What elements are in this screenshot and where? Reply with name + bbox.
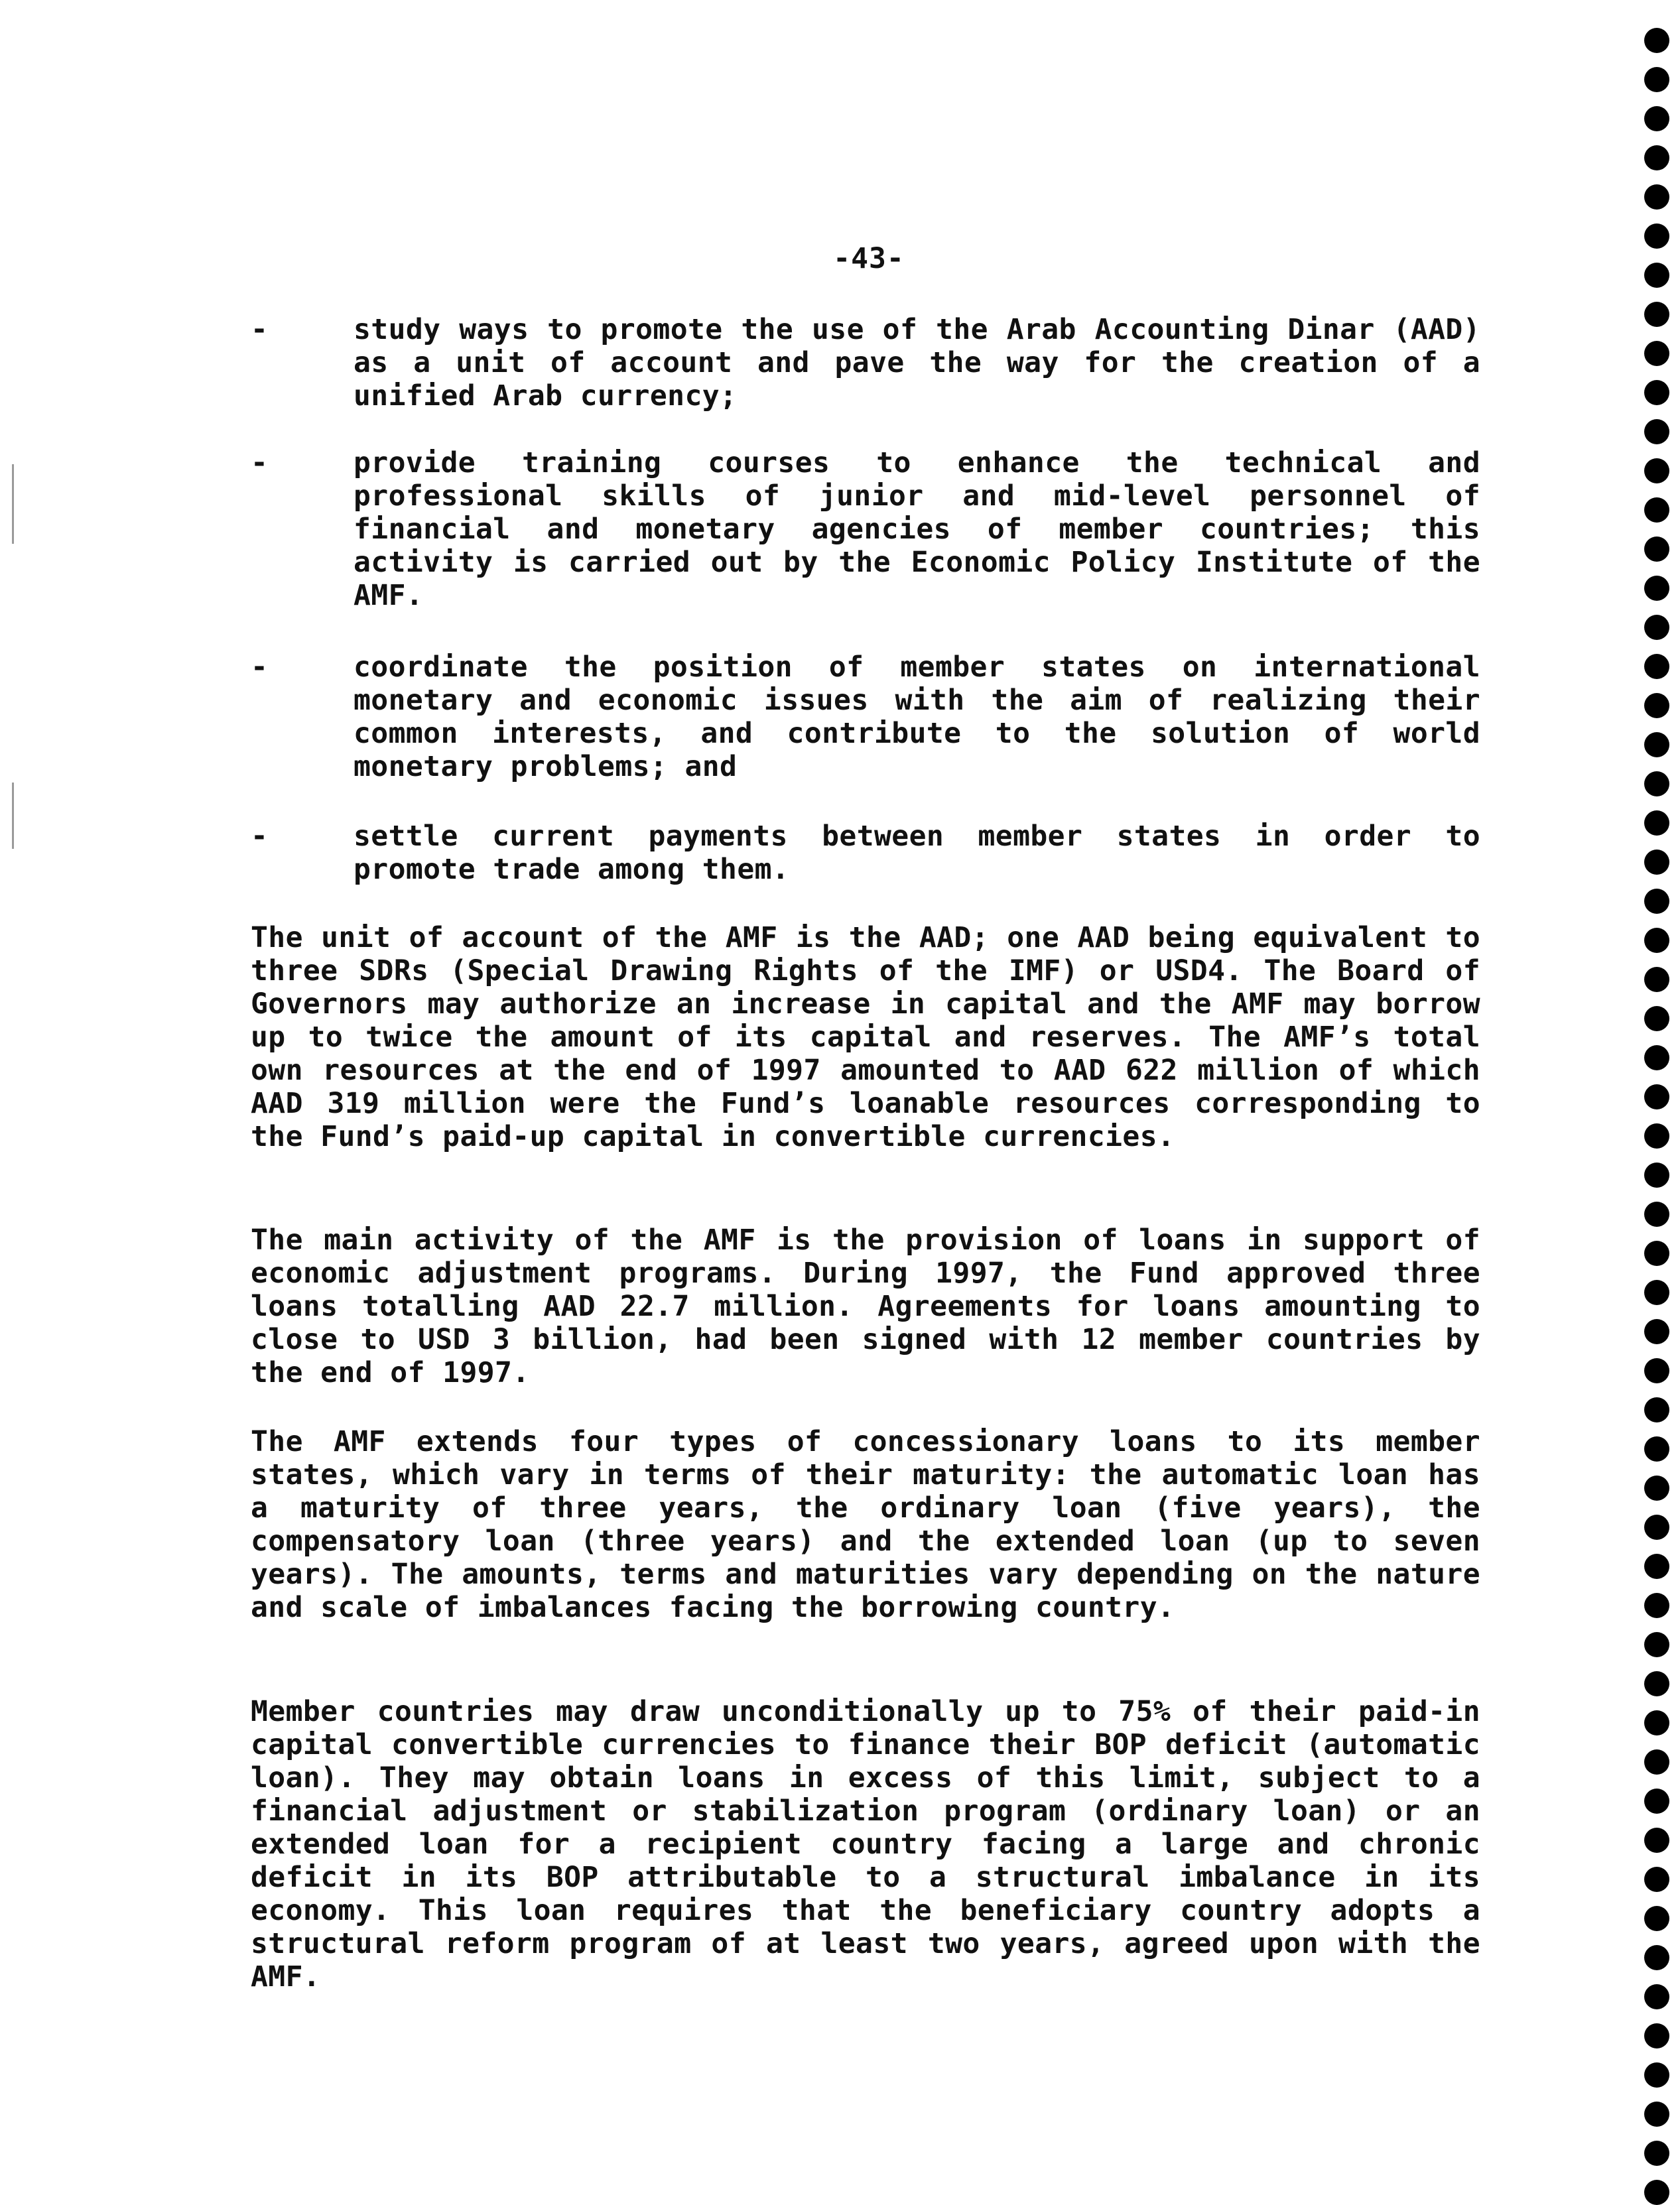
binding-hole <box>1644 693 1669 718</box>
binding-hole <box>1644 1984 1669 2009</box>
binding-hole <box>1644 263 1669 288</box>
bullet-text: coordinate the position of member states on international monetary and economic issues with the aim of realizing their common interests, and contribute to the solution of world monetary problems; and <box>354 651 1480 783</box>
binding-hole <box>1644 497 1669 523</box>
bullet-item <box>251 651 1480 790</box>
binding-hole <box>1644 28 1669 53</box>
binding-hole <box>1644 1436 1669 1462</box>
binding-hole <box>1644 106 1669 131</box>
binding-hole <box>1644 1828 1669 1853</box>
bullet-dash: - <box>251 820 268 853</box>
binding-hole <box>1644 1945 1669 1970</box>
margin-scan-mark <box>12 464 14 544</box>
bullet-item <box>251 820 1480 893</box>
binding-hole <box>1644 654 1669 679</box>
binding-hole <box>1644 1084 1669 1109</box>
body-paragraph: The main activity of the AMF is the provision of loans in support of economic adjustment programs. During 1997, the Fund approved three loans totalling AAD 22.7 million. Agreements for loans amounting to close to USD 3 billion, had been signed with 12 member countries by the end of 1997. <box>251 1224 1480 1389</box>
binding-hole <box>1644 1632 1669 1657</box>
binding-hole <box>1644 458 1669 483</box>
bullet-text: study ways to promote the use of the Arab Accounting Dinar (AAD) as a unit of account and pave the way for the creation of a unified Arab currency; <box>354 313 1480 412</box>
binding-hole <box>1644 1515 1669 1540</box>
binding-hole <box>1644 2141 1669 2166</box>
binding-hole <box>1644 1319 1669 1344</box>
binding-hole <box>1644 1554 1669 1579</box>
bullet-item <box>251 446 1480 619</box>
body-paragraph: The unit of account of the AMF is the AAD; one AAD being equivalent to three SDRs (Special Drawing Rights of the IMF) or USD4. The Board of Governors may authorize an increase in capital and the AMF may borrow up to twice the amount of its capital and reserves. The AMF’s total own resources at the end of 1997 amounted to AAD 622 million of which AAD 319 million were the Fund’s loanable resources corresponding to the Fund’s paid-up capital in convertible currencies. <box>251 921 1480 1153</box>
binding-hole <box>1644 576 1669 601</box>
binding-hole <box>1644 1749 1669 1775</box>
binding-hole <box>1644 1906 1669 1931</box>
binding-hole <box>1644 2023 1669 2048</box>
body-paragraph: Member countries may draw unconditionally up to 75% of their paid-in capital convertible currencies to finance their BOP deficit (automatic loan). They may obtain loans in excess of this limit, subject to a financial adjustment or stabilization program (ordinary loan) or an extended loan for a recipient country facing a large and chronic deficit in its BOP attributable to a structural imbalance in its economy. This loan requires that the beneficiary country adopts a structural reform program of at least two years, agreed upon with the AMF. <box>251 1695 1480 1993</box>
bullet-dash: - <box>251 651 268 684</box>
binding-hole <box>1644 732 1669 757</box>
binding-hole <box>1644 928 1669 953</box>
binding-hole <box>1644 771 1669 796</box>
binding-hole <box>1644 184 1669 210</box>
bullet-dash: - <box>251 313 268 346</box>
binding-hole <box>1644 1045 1669 1070</box>
binding-hole <box>1644 1006 1669 1031</box>
binding-hole <box>1644 615 1669 640</box>
binding-hole <box>1644 2062 1669 2088</box>
binding-hole <box>1644 889 1669 914</box>
binding-hole <box>1644 1593 1669 1618</box>
binding-hole <box>1644 67 1669 92</box>
binding-hole <box>1644 419 1669 444</box>
binding-hole <box>1644 1241 1669 1266</box>
binding-hole <box>1644 2180 1669 2205</box>
binding-hole <box>1644 1358 1669 1383</box>
binding-hole <box>1644 1123 1669 1149</box>
binding-hole <box>1644 223 1669 249</box>
binding-hole <box>1644 1710 1669 1735</box>
binding-hole <box>1644 1671 1669 1696</box>
binding-hole <box>1644 1789 1669 1814</box>
binding-hole <box>1644 850 1669 875</box>
binding-hole <box>1644 341 1669 366</box>
binding-hole <box>1644 1202 1669 1227</box>
binding-hole <box>1644 1397 1669 1422</box>
bullet-text: provide training courses to enhance the technical and professional skills of junior and mid-level personnel of financial and monetary agencies of member countries; this activity is carried out by the Economic Policy Institute of the AMF. <box>354 446 1480 612</box>
bullet-text: settle current payments between member states in order to promote trade among them. <box>354 820 1480 886</box>
binding-hole <box>1644 967 1669 992</box>
binding-hole <box>1644 1867 1669 1892</box>
binding-hole <box>1644 1163 1669 1188</box>
binding-hole <box>1644 536 1669 562</box>
binding-hole <box>1644 1476 1669 1501</box>
spiral-binding <box>1634 0 1680 2202</box>
binding-hole <box>1644 810 1669 836</box>
margin-scan-mark <box>12 783 14 849</box>
body-paragraph: The AMF extends four types of concessionary loans to its member states, which vary in terms of their maturity: the automatic loan has a maturity of three years, the ordinary loan (five years), the compensatory loan (three years) and the extended loan (up to seven years). The amounts, terms and maturities vary depending on the nature and scale of imbalances facing the borrowing country. <box>251 1425 1480 1624</box>
bullet-dash: - <box>251 446 268 479</box>
binding-hole <box>1644 145 1669 170</box>
binding-hole <box>1644 2102 1669 2127</box>
bullet-item <box>251 313 1480 419</box>
binding-hole <box>1644 380 1669 405</box>
binding-hole <box>1644 302 1669 327</box>
page-number: -43- <box>833 242 905 275</box>
binding-hole <box>1644 1280 1669 1305</box>
